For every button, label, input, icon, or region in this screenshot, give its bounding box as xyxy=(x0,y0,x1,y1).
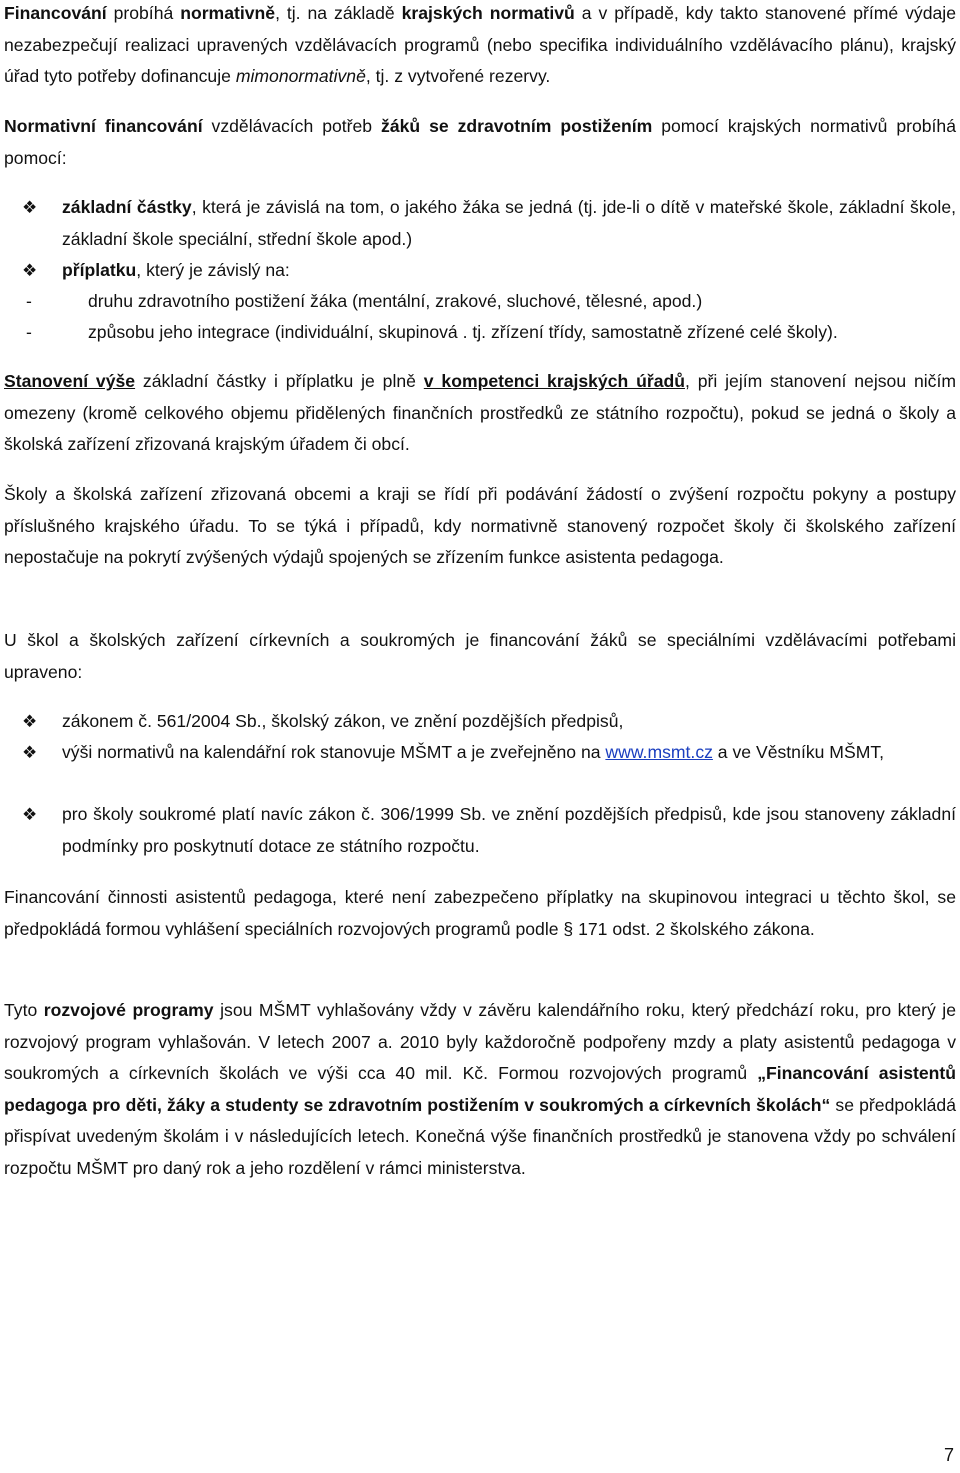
text: a v případě, kdy takto stanovené přímé výdaje nezabezpečují realizaci upravených vzdělávacích programů (nebo specifika individuálního vzdělávacího plánu), krajský úřad tyto potřeby dofinancuje xyxy=(4,3,956,86)
paragraph-church-private-schools: U škol a školských zařízení církevních a soukromých je financování žáků se speciálními vzdělávacími potřebami upraveno: xyxy=(4,630,956,682)
text: zákonem č. 561/2004 Sb., školský zákon, ve znění pozdějších předpisů, xyxy=(62,711,624,731)
bold-text: krajských normativů xyxy=(401,3,575,23)
bold-text: Normativní financování xyxy=(4,116,203,136)
diamond-bullet-icon: ❖ xyxy=(22,712,38,731)
text: , který je závislý na: xyxy=(136,260,290,280)
text: , při jejím stanovení nejsou ničím omezeny (kromě celkového objemu přidělených finančních prostředků ze státního rozpočtu), pokud se jedná o školy a školská zařízení zřizovaná krajským úřadem či obcí. xyxy=(4,371,957,454)
list-item-surcharge xyxy=(4,255,956,287)
bold-text: normativně xyxy=(180,3,276,23)
text: , tj. na základě xyxy=(275,3,402,23)
diamond-bullet-icon: ❖ xyxy=(22,198,38,217)
diamond-bullet-icon: ❖ xyxy=(22,743,38,762)
list-item-normatives-msmt xyxy=(4,737,956,769)
bold-text: základní částky xyxy=(62,197,192,217)
page-number: 7 xyxy=(943,1445,954,1465)
text: Tyto xyxy=(4,1000,44,1020)
text: pro školy soukromé platí navíc zákon č. 306/1999 Sb. ve znění pozdějších předpisů, kde jsou stanoveny základní podmínky pro poskytnutí dotace ze státního rozpočtu. xyxy=(62,804,956,856)
bold-text: příplatku xyxy=(62,260,137,280)
bold-text: Stanovení výše xyxy=(4,371,136,391)
msmt-website-link[interactable]: www.msmt.cz xyxy=(605,742,713,762)
list-item-private-schools-law xyxy=(4,799,956,862)
list-item-school-act xyxy=(4,706,956,738)
paragraph-normative-funding xyxy=(4,111,956,174)
text: vzdělávacích potřeb xyxy=(202,116,382,136)
bold-text: „Financování asistentů pedagoga pro děti, žáky a studenty se zdravotním postižením v soukromých a církevních školách“ xyxy=(4,1063,956,1115)
bold-text: rozvojové programy xyxy=(43,1000,214,1020)
text: se předpokládá přispívat uvedeným školám i v následujících letech. Konečná výše finančních prostředků je stanovena vždy po schválení rozpočtu MŠMT pro daný rok a jeho rozdělení v rámci ministerstva. xyxy=(4,1094,956,1178)
text: , tj. z vytvořené rezervy. xyxy=(365,66,551,86)
text: výši normativů na kalendářní rok stanovuje MŠMT a je zveřejněno na xyxy=(62,742,606,762)
bold-text: Financování xyxy=(4,3,107,23)
text: a ve Věstníku MŠMT, xyxy=(712,742,885,762)
list-item-base-amount xyxy=(4,192,956,255)
italic-text: mimonormativně xyxy=(235,66,366,86)
text: způsobu jeho integrace (individuální, skupinová . tj. zřízení třídy, samostatně zřízené celé školy). xyxy=(88,322,838,342)
text: , která je závislá na tom, o jakého žáka se jedná (tj. jde-li o dítě v mateřské škole, základní škole, základní škole speciální, střední škole apod.) xyxy=(62,197,957,249)
text: pomocí krajských normativů probíhá pomocí: xyxy=(4,116,956,168)
dash-marker: - xyxy=(26,322,32,342)
paragraph-financing-normative xyxy=(4,0,956,93)
diamond-bullet-icon: ❖ xyxy=(22,261,38,280)
bold-text: žáků se zdravotním postižením xyxy=(381,116,653,136)
paragraph-assistants-financing: Financování činnosti asistentů pedagoga, které není zabezpečeno příplatky na skupinovou integraci u těchto škol, se předpokládá formou vyhlášení speciálních rozvojových programů podle § 171 odst. 2 školského zákona. xyxy=(4,887,956,939)
text: jsou MŠMT vyhlašovány vždy v závěru kalendářního roku, který předchází roku, pro který je rozvojový program vyhlašován. V letech 2007 a. 2010 byly každoročně podpořeny mzdy a platy asistentů pedagoga v soukromých a církevních školách ve výši cca 40 mil. Kč. Formou rozvojových programů xyxy=(4,1000,956,1083)
text: základní částky i příplatku je plně xyxy=(135,371,424,391)
paragraph-schools-requests: Školy a školská zařízení zřizovaná obcemi a kraji se řídí při podávání žádostí o zvýšení rozpočtu pokyny a postupy příslušného krajského úřadu. To se týká i případů, kdy normativně stanovený rozpočet školy či školského zařízení nepostačuje na pokrytí zvýšených výdajů spojených se zřízením funkce asistenta pedagoga. xyxy=(4,484,956,567)
bold-text: v kompetenci krajských úřadů xyxy=(423,371,685,391)
text: probíhá xyxy=(106,3,181,23)
dash-item-disability-type xyxy=(26,286,702,318)
diamond-bullet-icon: ❖ xyxy=(22,805,38,824)
paragraph-amount-determination xyxy=(4,366,956,461)
paragraph-development-programs xyxy=(4,995,956,1184)
dash-marker: - xyxy=(26,291,32,311)
text: druhu zdravotního postižení žáka (mentální, zrakové, sluchové, tělesné, apod.) xyxy=(88,291,703,311)
dash-item-integration-type xyxy=(26,317,838,349)
